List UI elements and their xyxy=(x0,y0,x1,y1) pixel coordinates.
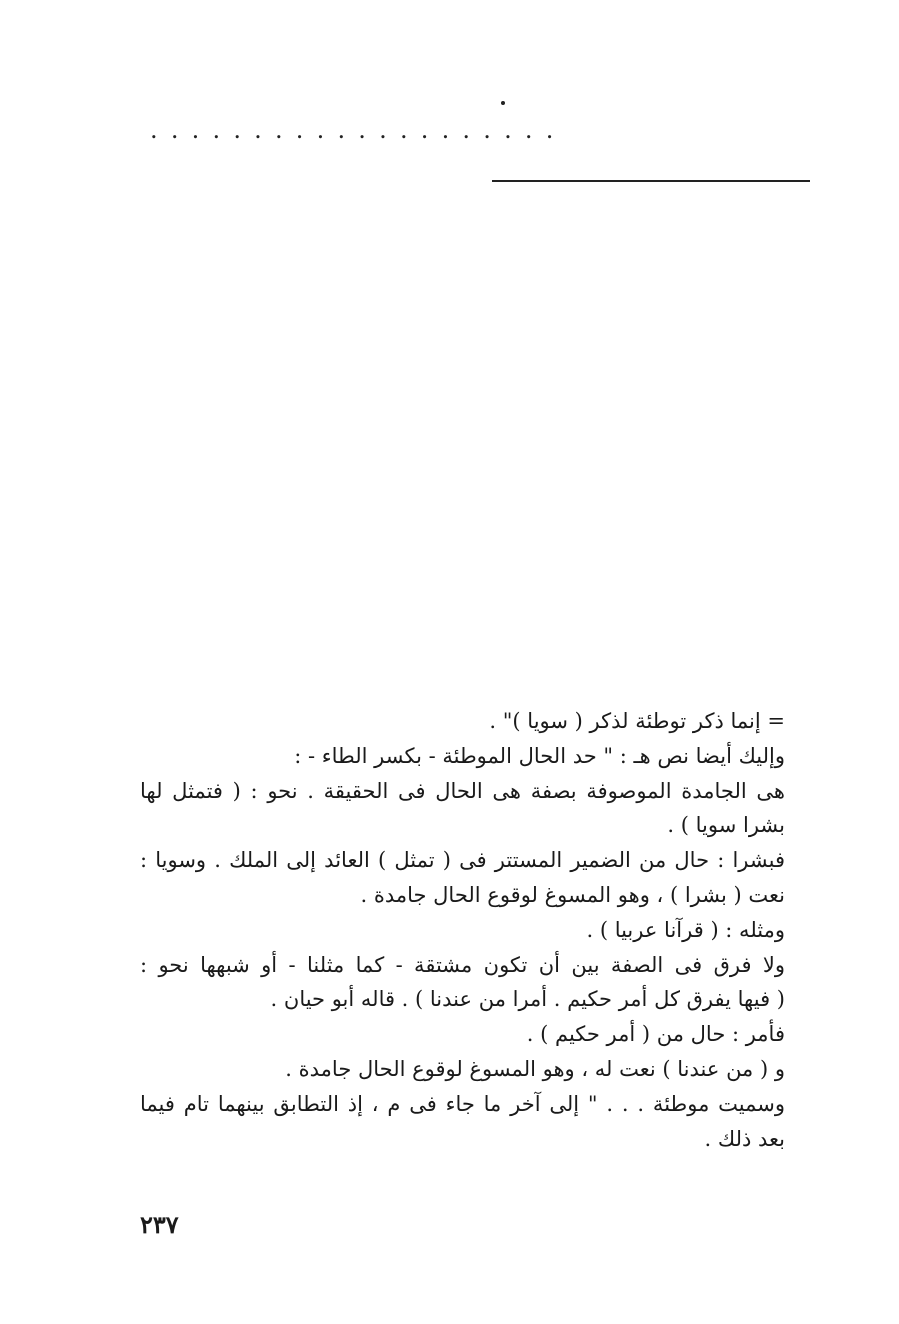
text-line: بشرا سويا ) . xyxy=(667,813,785,838)
ornament-dot xyxy=(501,101,505,105)
text-line: وإليك أيضا نص هـ : " حد الحال الموطئة - بكسر الطاء - : xyxy=(294,743,785,768)
text-line: هى الجامدة الموصوفة بصفة هى الحال فى الحقيقة . نحو : ( فتمثل لها xyxy=(140,778,785,803)
text-line: نعت ( بشرا ) ، وهو المسوغ لوقوع الحال جامدة . xyxy=(360,882,785,907)
text-line: ( فيها يفرق كل أمر حكيم . أمرا من عندنا ) . قاله أبو حيان . xyxy=(270,987,785,1012)
text-line: = إنما ذكر توطئة لذكر ( سويا )" . xyxy=(489,709,785,733)
page-number: ٢٣٧ xyxy=(140,1210,179,1239)
text-line: فأمر : حال من ( أمر حكيم ) . xyxy=(526,1022,785,1047)
footnote-text-block xyxy=(140,704,785,1156)
dot-leader: .................... xyxy=(150,120,567,140)
footnote-separator-rule xyxy=(492,180,810,182)
text-line: وسميت موطئة . . . " إلى آخر ما جاء فى م ، إذ التطابق بينهما تام فيما xyxy=(140,1091,785,1116)
text-line: و ( من عندنا ) نعت له ، وهو المسوغ لوقوع الحال جامدة . xyxy=(285,1056,785,1081)
text-line: ولا فرق فى الصفة بين أن تكون مشتقة - كما مثلنا - أو شبهها نحو : xyxy=(140,952,785,977)
text-line: بعد ذلك . xyxy=(704,1126,785,1151)
text-line: فبشرا : حال من الضمير المستتر فى ( تمثل ) العائد إلى الملك . وسويا : xyxy=(140,848,785,873)
text-line: ومثله : ( قرآنا عربيا ) . xyxy=(586,917,785,942)
